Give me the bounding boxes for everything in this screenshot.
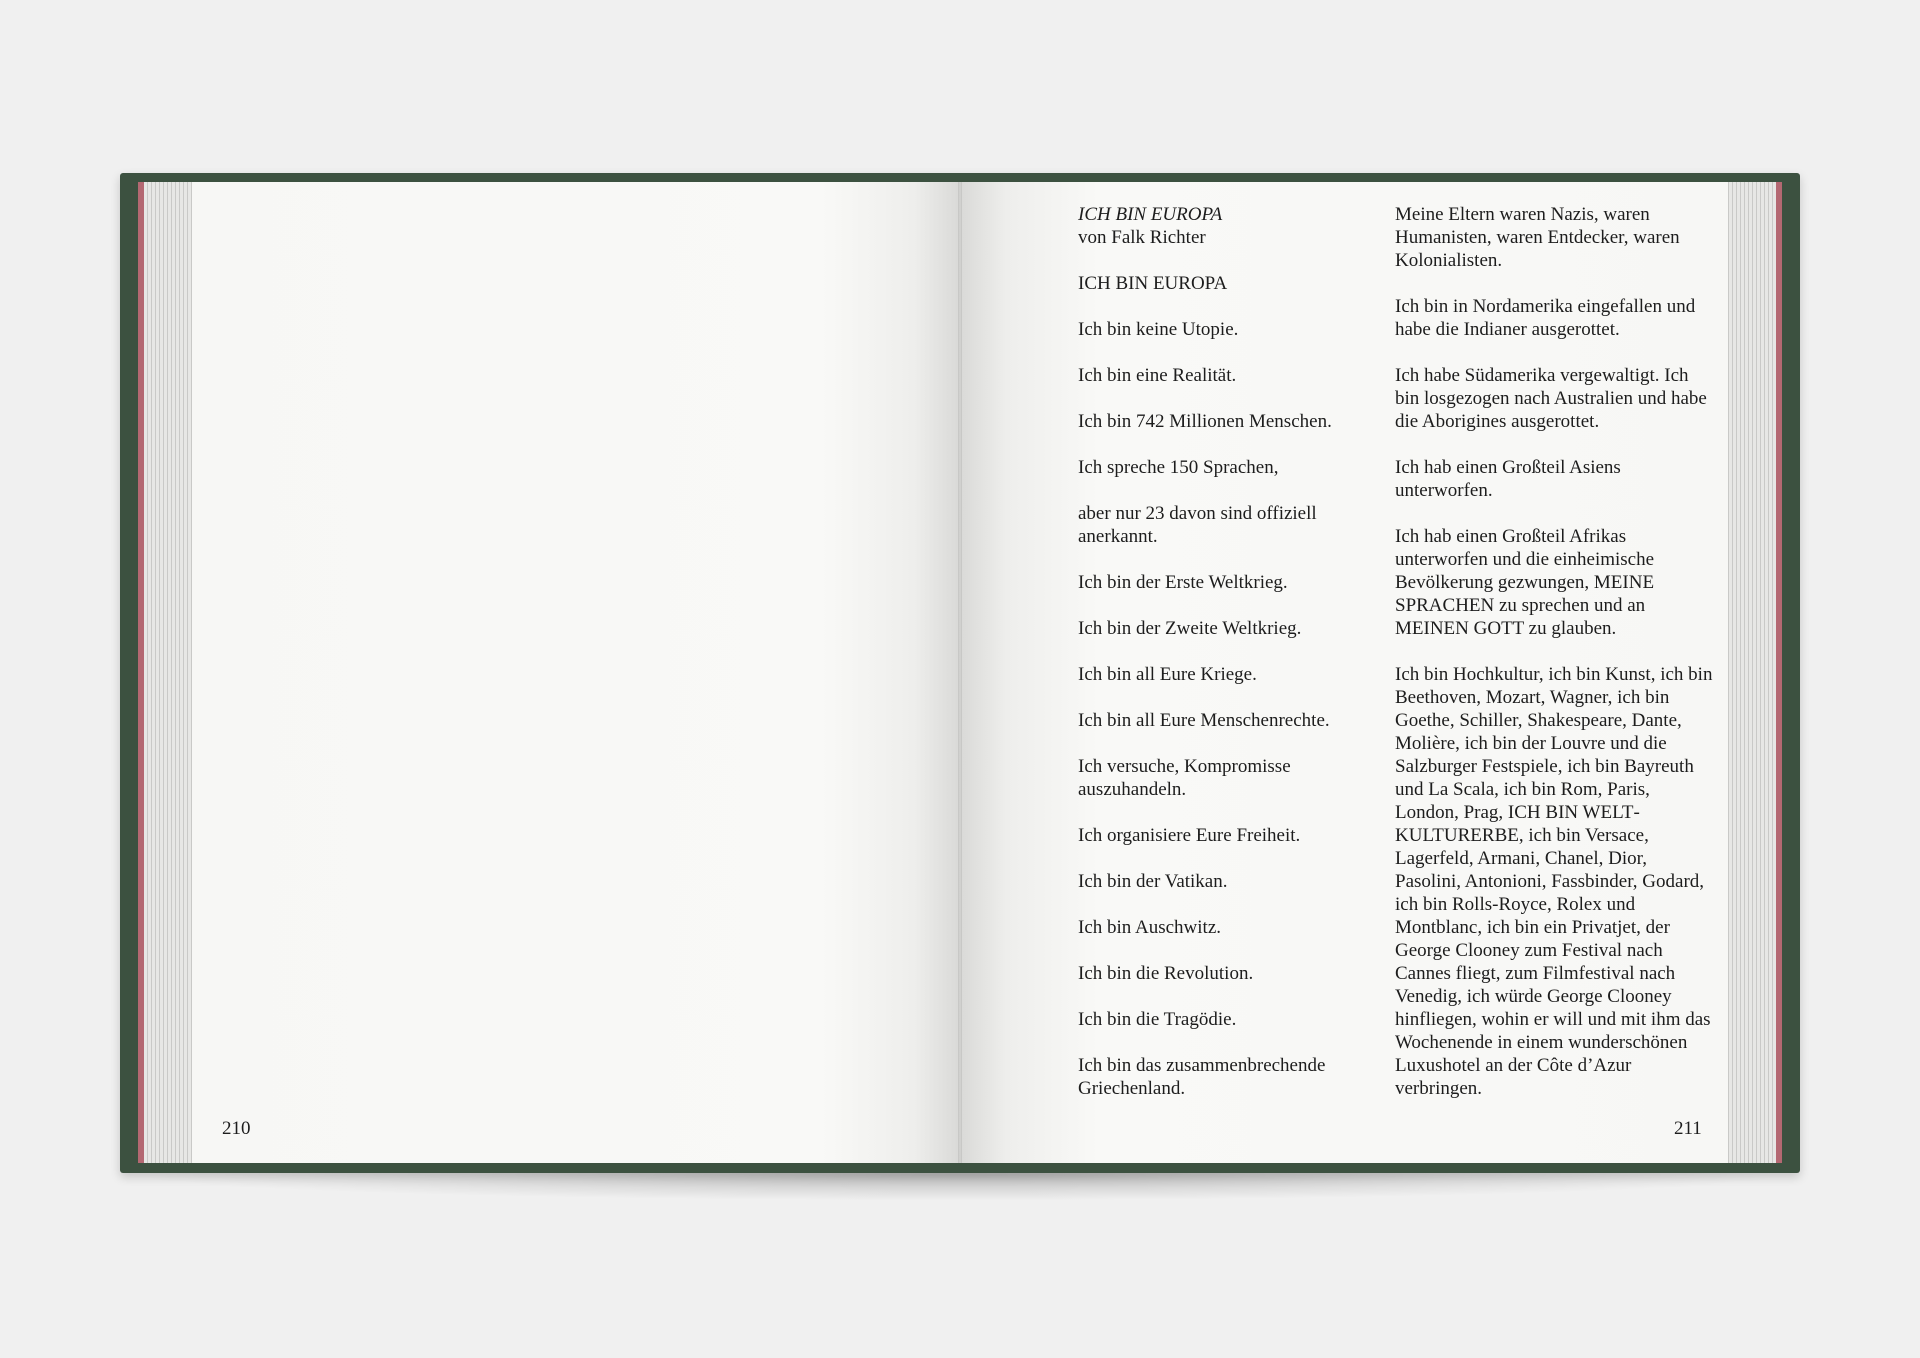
verse-line: Ich bin der Zweite Weltkrieg. bbox=[1078, 618, 1302, 639]
verse-line: Ich bin eine Realität. bbox=[1078, 365, 1237, 386]
text-column-left bbox=[1078, 203, 1378, 1100]
verse-line: Ich bin der Vatikan. bbox=[1078, 871, 1228, 892]
prose-paragraph: Meine Eltern waren Nazis, waren Humanisten, waren Entdecker, waren Kolonialisten. bbox=[1395, 204, 1680, 271]
page-edges-left bbox=[138, 182, 192, 1163]
verse-line: Ich bin keine Utopie. bbox=[1078, 319, 1239, 340]
verse-line: Ich bin Auschwitz. bbox=[1078, 917, 1222, 938]
verse-line: Ich bin all Eure Kriege. bbox=[1078, 664, 1257, 685]
verse-line: aber nur 23 davon sind offiziell anerkannt. bbox=[1078, 503, 1317, 547]
prose-paragraph: Ich hab einen Großteil Afrikas unterworfen und die einheimische Bevölkerung gezwungen, MEINE SPRACHEN zu sprechen und an MEINEN GOTT zu glauben. bbox=[1395, 526, 1655, 639]
poem-author: von Falk Richter bbox=[1078, 227, 1206, 248]
verse-line: Ich bin der Erste Weltkrieg. bbox=[1078, 572, 1288, 593]
verse-line: Ich bin die Revolution. bbox=[1078, 963, 1254, 984]
book-gutter bbox=[958, 182, 962, 1163]
page-number-right: 211 bbox=[1674, 1118, 1702, 1139]
prose-paragraph: Ich habe Südamerika vergewaltigt. Ich bin losgezogen nach Australien und habe die Aborigines ausgerottet. bbox=[1395, 365, 1707, 432]
verse-line: Ich bin all Eure Menschenrechte. bbox=[1078, 710, 1330, 731]
prose-paragraph: Ich bin Hochkultur, ich bin Kunst, ich bin Beethoven, Mozart, Wagner, ich bin Goethe, Schiller, Shakespeare, Dante, Molière, ich bin der Louvre und die Salzburger Festspiele, ich bin Bayreuth und La Scala, ich bin Rom, Paris, London, Prag, ICH BIN WELTKULTURERBE, ich bin Versace, Lagerfeld, Armani, Chanel, Dior, Pasolini, Antonioni, Fassbinder, Godard, ich bin Rolls-Royce, Rolex und Montblanc, ich bin ein Privatjet, der George Clooney zum Festival nach Cannes fliegt, zum Filmfestival nach Venedig, ich würde George Clooney hinfliegen, wohin er will und mit ihm das Wochenende in einem wunderschönen Luxushotel an der Côte d’Azur verbringen. bbox=[1395, 664, 1713, 1099]
verse-line: ICH BIN EUROPA bbox=[1078, 273, 1228, 294]
prose-paragraph: Ich hab einen Großteil Asiens unterworfen. bbox=[1395, 457, 1621, 501]
verse-line: Ich spreche 150 Sprachen, bbox=[1078, 457, 1279, 478]
text-column-right bbox=[1395, 203, 1715, 1100]
page-edges-right bbox=[1728, 182, 1782, 1163]
poem-title: ICH BIN EUROPA bbox=[1078, 204, 1223, 225]
verse-line: Ich bin die Tragödie. bbox=[1078, 1009, 1237, 1030]
verse-line: Ich organisiere Eure Freiheit. bbox=[1078, 825, 1301, 846]
page-number-left: 210 bbox=[222, 1118, 251, 1139]
verse-line: Ich versuche, Kompromisse auszuhandeln. bbox=[1078, 756, 1291, 800]
verse-line: Ich bin 742 Millionen Menschen. bbox=[1078, 411, 1332, 432]
left-page bbox=[192, 182, 960, 1163]
verse-line: Ich bin das zusammenbrechende Griechenland. bbox=[1078, 1055, 1326, 1099]
prose-paragraph: Ich bin in Nordamerika eingefallen und habe die Indianer ausgerottet. bbox=[1395, 296, 1696, 340]
